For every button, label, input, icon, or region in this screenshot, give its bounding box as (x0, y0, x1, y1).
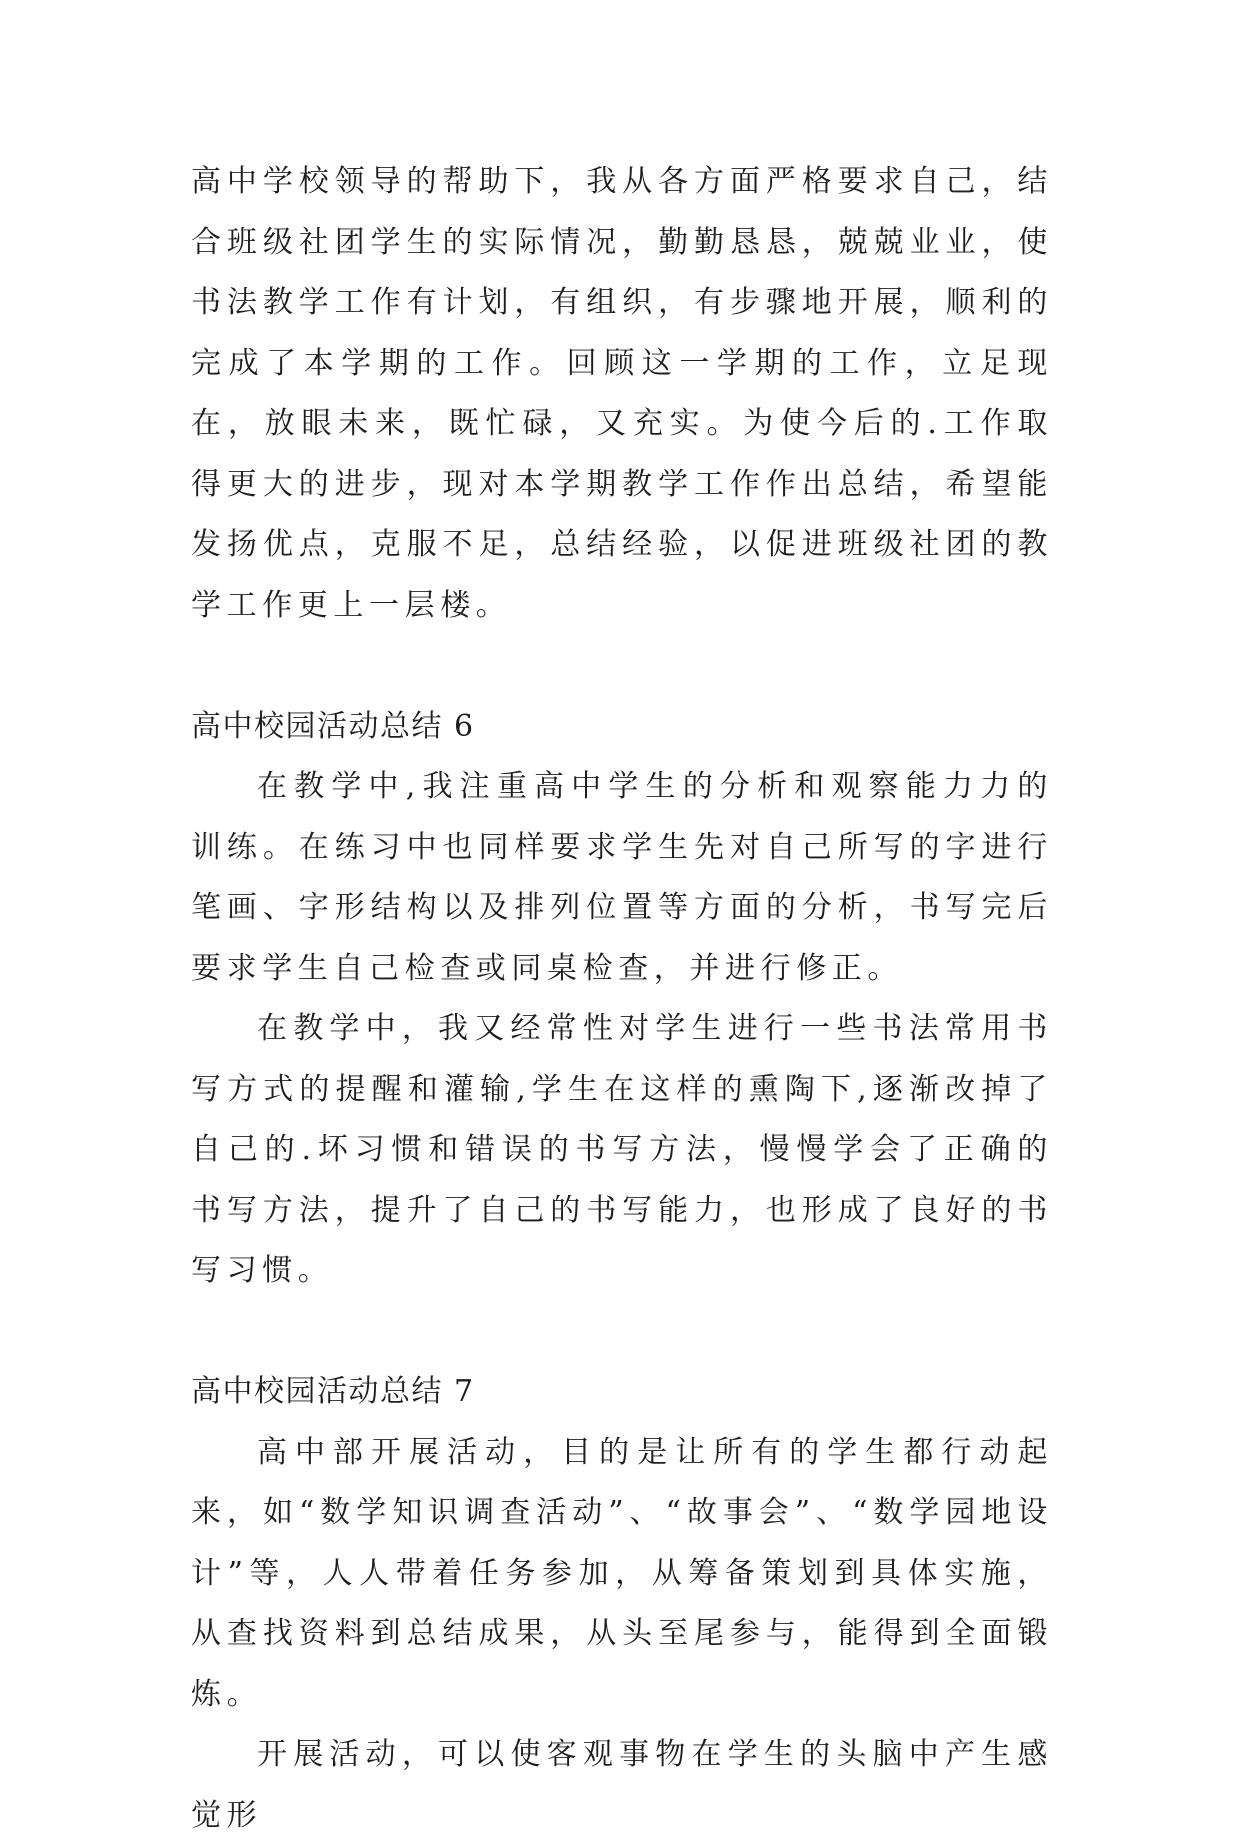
section-title-7: 高中校园活动总结 7 (191, 1374, 475, 1409)
section-gap (191, 636, 1053, 697)
section-title-6: 高中校园活动总结 6 (191, 708, 475, 744)
intro-paragraph: 高中学校领导的帮助下，我从各方面严格要求自己，结合班级社团学生的实际情况，勤勤恳恳，兢兢业业，使书法教学工作有计划，有组织，有步骤地开展，顺利的完成了本学期的工作。回顾这一学期的工作，立足现在，放眼未来，既忙碌，又充实。为使今后的.工作取得更大的进步，现对本学期教学工作作出总结，希望能发扬优点，克服不足，总结经验，以促进班级社团的教学工作更上一层楼。 (191, 164, 1053, 623)
section-7-paragraph-1: 高中部开展活动，目的是让所有的学生都行动起来，如“数学知识调查活动”、“故事会”、“数学园地设计”等，人人带着任务参加，从筹备策划到具体实施，从查找资料到总结成果，从头至尾参与，能得到全面锻炼。 (191, 1434, 1053, 1712)
section-6-paragraph-2: 在教学中，我又经常性对学生进行一些书法常用书写方式的提醒和灌输,学生在这样的熏陶下,逐渐改掉了自己的.坏习惯和错误的书写方法，慢慢学会了正确的书写方法，提升了自己的书写能力，也形成了良好的书写习惯。 (191, 1011, 1053, 1288)
section-gap (191, 1302, 1053, 1363)
section-7-paragraph-2: 开展活动，可以使客观事物在学生的头脑中产生感觉形 (191, 1737, 1053, 1833)
section-6-paragraph-1: 在教学中,我注重高中学生的分析和观察能力力的训练。在练习中也同样要求学生先对自己所写的字进行笔画、字形结构以及排列位置等方面的分析，书写完后要求学生自己检查或同桌检查，并进行修正。 (191, 769, 1053, 986)
document-body (191, 152, 1053, 1846)
